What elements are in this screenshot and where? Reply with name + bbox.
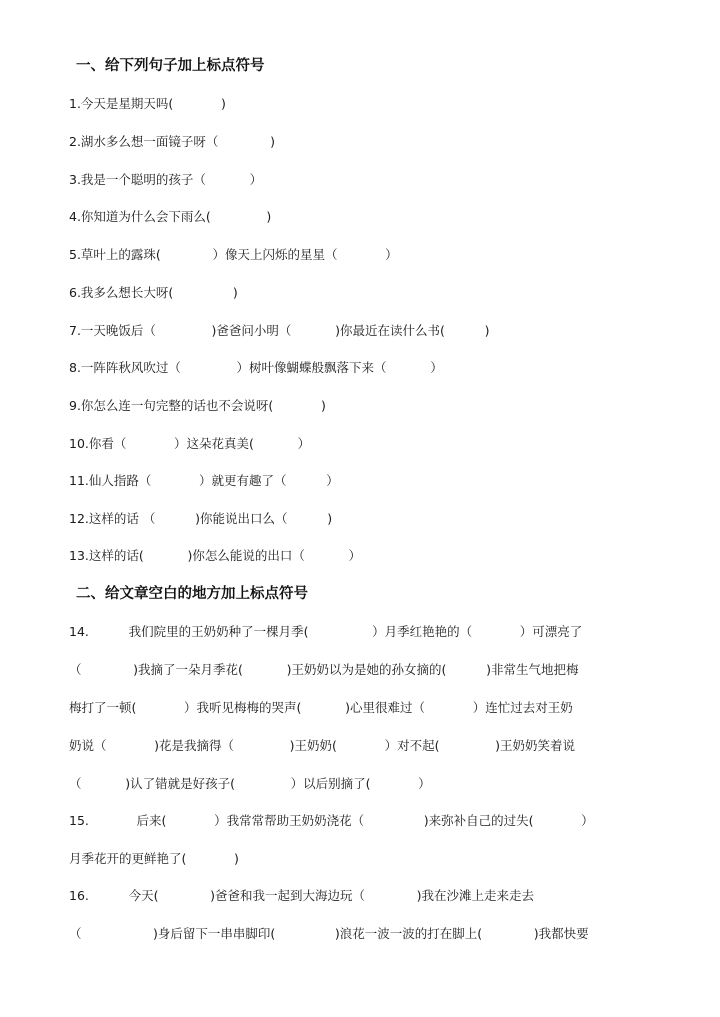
question-text: 4.你知道为什么会下雨么( ) <box>69 209 272 224</box>
question-text: 1.今天是星期天吗( ) <box>69 96 226 111</box>
question-13 <box>69 546 361 564</box>
question-text: 12.这样的话 （ )你能说出口么（ ) <box>69 511 333 526</box>
question-12 <box>69 509 332 527</box>
question-11 <box>69 471 339 489</box>
passage-line: （ )我摘了一朵月季花( )王奶奶以为是她的孙女摘的( )非常生气地把梅 <box>69 662 579 677</box>
question-7 <box>69 321 490 339</box>
passage-line: 奶说（ )花是我摘得（ )王奶奶( ）对不起( )王奶奶笑着说 <box>69 738 576 753</box>
question-5 <box>69 245 398 263</box>
question-10 <box>69 434 310 452</box>
question-text: 2.湖水多么想一面镜子呀（ ) <box>69 134 275 149</box>
question-text: 7.一天晚饭后（ )爸爸问小明（ )你最近在读什么书( ) <box>69 323 490 338</box>
passage-line: （ )认了错就是好孩子( ）以后别摘了( ） <box>69 776 431 791</box>
question-3 <box>69 170 262 188</box>
question-8 <box>69 358 443 376</box>
question-text: 6.我多么想长大呀( ) <box>69 285 238 300</box>
question-text: 9.你怎么连一句完整的话也不会说呀( ) <box>69 398 326 413</box>
question-2 <box>69 132 275 150</box>
question-4 <box>69 207 271 225</box>
passage-line: 梅打了一顿( ）我听见梅梅的哭声( )心里很难过（ ）连忙过去对王奶 <box>69 700 573 715</box>
question-text: 13.这样的话( )你怎么能说的出口（ ） <box>69 548 362 563</box>
question-text: 8.一阵阵秋风吹过（ ）树叶像蝴蝶般飘落下来（ ） <box>69 360 443 375</box>
passage-line: 月季花开的更鲜艳了( ) <box>69 851 239 866</box>
passage-line: 15. 后来( ）我常常帮助王奶奶浇花（ )来弥补自己的过失( ） <box>69 813 594 828</box>
question-text: 11.仙人指路（ ）就更有趣了（ ） <box>69 473 339 488</box>
question-9 <box>69 396 326 414</box>
question-text: 5.草叶上的露珠( ）像天上闪烁的星星（ ） <box>69 247 398 262</box>
question-text: 3.我是一个聪明的孩子（ ） <box>69 172 263 187</box>
question-6 <box>69 283 238 301</box>
passage-line: 14. 我们院里的王奶奶种了一棵月季( ）月季红艳艳的（ ）可漂亮了 <box>69 624 583 639</box>
passage-line: 16. 今天( )爸爸和我一起到大海边玩（ )我在沙滩上走来走去 <box>69 888 535 903</box>
question-1 <box>69 94 226 112</box>
passage-line: （ )身后留下一串串脚印( )浪花一波一波的打在脚上( )我都快要 <box>69 926 589 941</box>
section-2-heading: 二、给文章空白的地方加上标点符号 <box>76 586 308 602</box>
section-1-heading: 一、给下列句子加上标点符号 <box>76 58 265 74</box>
question-text: 10.你看（ ）这朵花真美( ） <box>69 436 311 451</box>
